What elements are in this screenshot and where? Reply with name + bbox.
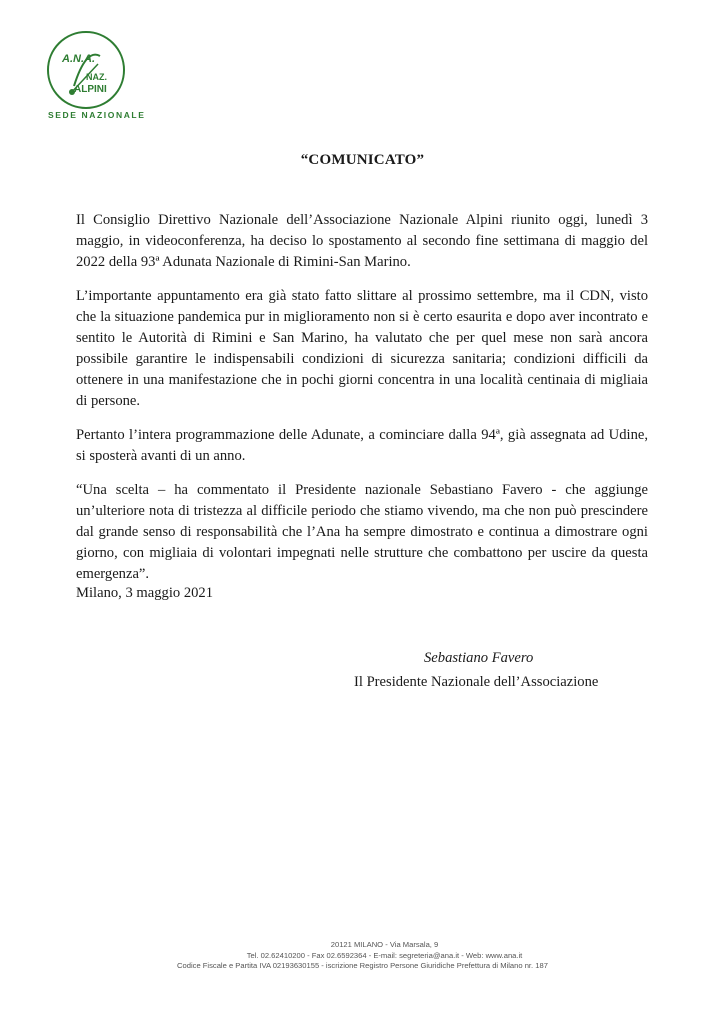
paragraph: “Una scelta – ha commentato il Presidente nazionale Sebastiano Favero - che aggiunge un’ulteriore nota di tristezza al difficile periodo che stiamo vivendo, ma che non può prescindere dal grande senso di responsabilità che l’Ana ha sempre dimostrato e continua a dimostrare ogni giorno, con migliaia di volontari impegnati nelle strutture che combattono per uscire da questa emergenza”. [76,482,648,582]
footer-address: 20121 MILANO - Via Marsala, 9 [330,940,439,949]
signature-name: Sebastiano Favero [424,650,534,666]
ana-logo [44,28,128,112]
logo-text-alpini: ALPINI [74,84,107,95]
document-title: “COMUNICATO” [300,152,425,168]
paragraph: L’importante appuntamento era già stato fatto slittare al prossimo settembre, ma il CDN, visto che la situazione pandemica pur in miglioramento non si è certo esaurita e dopo aver incontrato e sentito le Autorità di Rimini e San Marino, ha valutato che per quel mese non sarà ancora possibile garantire le indispensabili condizioni di sicurezza sanitaria; condizioni difficili da ottenere in una manifestazione che in pochi giorni concentra in una località centinaia di migliaia di persone. [76,288,648,409]
logo-text-naz: NAZ. [86,72,107,82]
paragraph: Pertanto l’intera programmazione delle Adunate, a cominciare dalla 94ª, già assegnata ad Udine, si sposterà avanti di un anno. [76,427,648,464]
footer-contacts: Tel. 02.62410200 - Fax 02.6592364 - E-mail: segreteria@ana.it - Web: www.ana.it [246,950,523,960]
logo-text-top: A.N.A. [62,53,95,65]
footer [0,940,725,972]
place-date: Milano, 3 maggio 2021 [76,585,214,601]
document-body [76,210,648,598]
logo-subtitle: SEDE NAZIONALE [48,110,146,120]
paragraph: Il Consiglio Direttivo Nazionale dell’Associazione Nazionale Alpini riunito oggi, lunedì 3 maggio, in videoconferenza, ha deciso lo spostamento al secondo fine settimana di maggio del 2022 della 93ª Adunata Nazionale di Rimini-San Marino. [76,212,648,270]
footer-registry: Codice Fiscale e Partita IVA 02193630155 - iscrizione Registro Persone Giuridiche Prefettura di Milano nr. 187 [177,961,548,970]
signature-role: Il Presidente Nazionale dell’Associazione [354,674,599,690]
